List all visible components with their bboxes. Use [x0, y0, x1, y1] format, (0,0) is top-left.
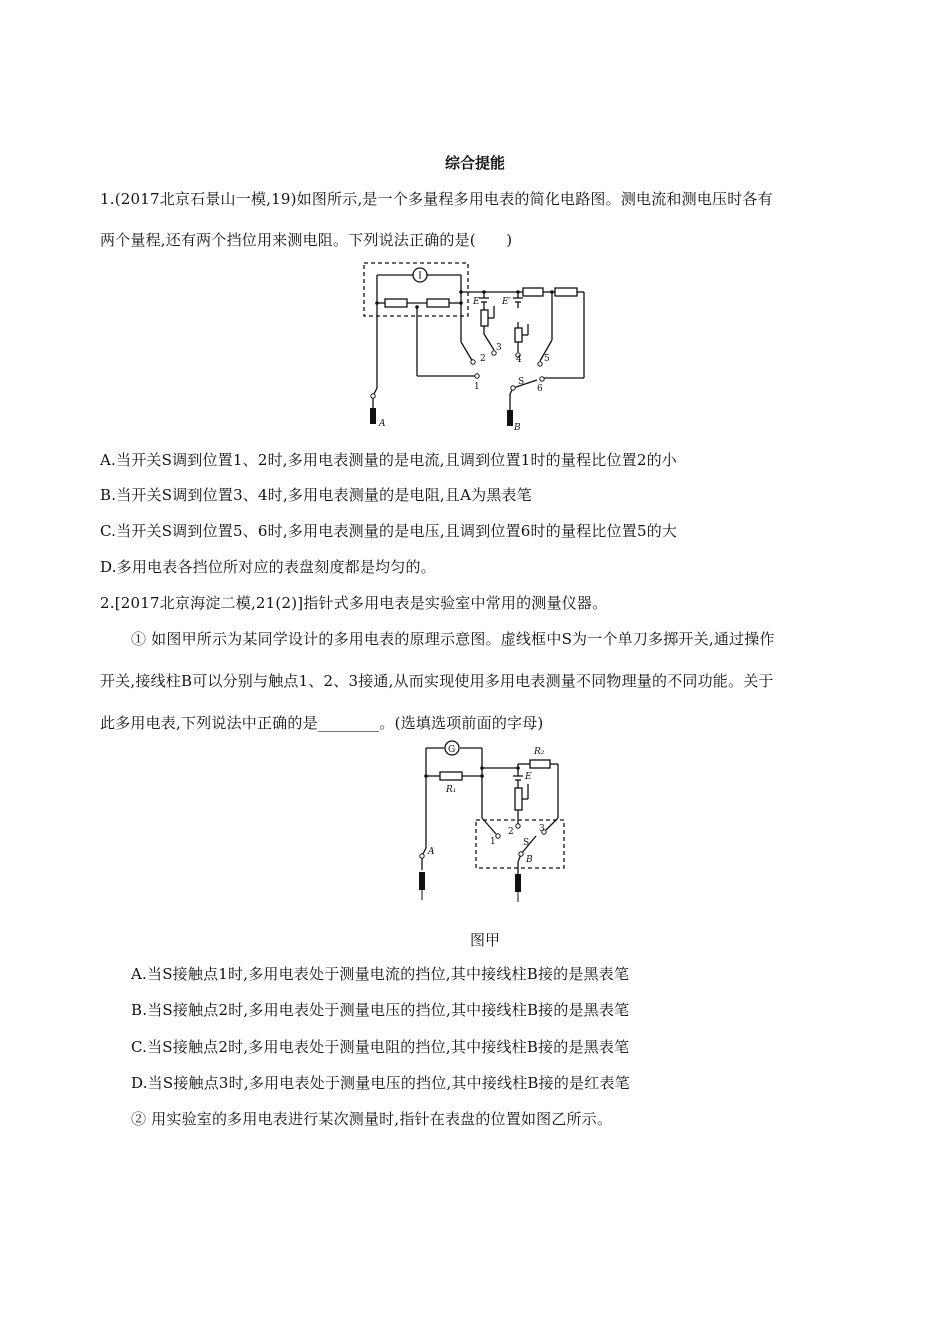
q2-label-B: B: [526, 855, 533, 865]
q2-part1-line2: 开关,接线柱B可以分别与触点1、2、3接通,从而实现使用多用电表测量不同物理量的不同功能。关于: [100, 672, 774, 690]
q2-circuit-figure: [408, 738, 576, 908]
q1-label-E2: E′: [502, 297, 511, 307]
q2-option-a: A.当S接触点1时,多用电表处于测量电流的挡位,其中接线柱B接的是黑表笔: [131, 965, 630, 983]
q2-label-R2: R₂: [534, 747, 545, 757]
q1-label-5: 5: [544, 354, 550, 364]
q1-option-a: A.当开关S调到位置1、2时,多用电表测量的是电流,且调到位置1时的量程比位置2的小: [100, 451, 677, 469]
q2-label-G: G: [448, 745, 456, 755]
q2-stem: 2.[2017北京海淀二模,21(2)]指针式多用电表是实验室中常用的测量仪器。: [100, 594, 608, 612]
q1-label-2: 2: [480, 354, 486, 364]
q2-label-A: A: [428, 847, 435, 857]
q2-option-b: B.当S接触点2时,多用电表处于测量电压的挡位,其中接线柱B接的是黑表笔: [131, 1001, 630, 1019]
q1-label-1: 1: [474, 382, 480, 392]
q2-part1-line3: 此多用电表,下列说法中正确的是________。(选填选项前面的字母): [100, 714, 544, 732]
section-title: 综合提能: [444, 154, 505, 172]
q1-option-c: C.当开关S调到位置5、6时,多用电表测量的是电压,且调到位置6时的量程比位置5的大: [100, 522, 678, 540]
q2-figure-caption: 图甲: [469, 931, 500, 949]
q1-label-B: B: [514, 423, 521, 433]
q1-option-b: B.当开关S调到位置3、4时,多用电表测量的是电阻,且A为黑表笔: [100, 486, 532, 504]
q1-label-A: A: [379, 419, 386, 429]
q2-label-R1: R₁: [446, 785, 457, 795]
q2-part1-line1: ① 如图甲所示为某同学设计的多用电表的原理示意图。虚线框中S为一个单刀多掷开关,通过操作: [131, 630, 775, 648]
q1-stem-line2: 两个量程,还有两个挡位用来测电阻。下列说法正确的是( ): [100, 231, 513, 249]
q2-label-E: E: [525, 772, 532, 782]
q2-label-2: 2: [508, 827, 514, 837]
q1-label-3: 3: [496, 343, 502, 353]
q2-label-S: S: [523, 838, 530, 848]
q2-part2: ② 用实验室的多用电表进行某次测量时,指针在表盘的位置如图乙所示。: [131, 1110, 613, 1128]
q1-label-E: E: [473, 297, 480, 307]
q1-label-S: S: [518, 377, 525, 387]
q1-label-6: 6: [537, 384, 543, 394]
q2-option-d: D.当S接触点3时,多用电表处于测量电压的挡位,其中接线柱B接的是红表笔: [131, 1074, 630, 1092]
q2-label-1: 1: [490, 837, 496, 847]
q2-option-c: C.当S接触点2时,多用电表处于测量电阻的挡位,其中接线柱B接的是黑表笔: [131, 1038, 630, 1056]
q1-option-d: D.多用电表各挡位所对应的表盘刻度都是均匀的。: [100, 558, 436, 576]
q2-label-3: 3: [539, 824, 545, 834]
q1-circuit-figure: [355, 258, 595, 436]
q1-label-4: 4: [516, 355, 522, 365]
q1-stem-line1: 1.(2017北京石景山一模,19)如图所示,是一个多量程多用电表的简化电路图。测电流和测电压时各有: [100, 190, 773, 208]
